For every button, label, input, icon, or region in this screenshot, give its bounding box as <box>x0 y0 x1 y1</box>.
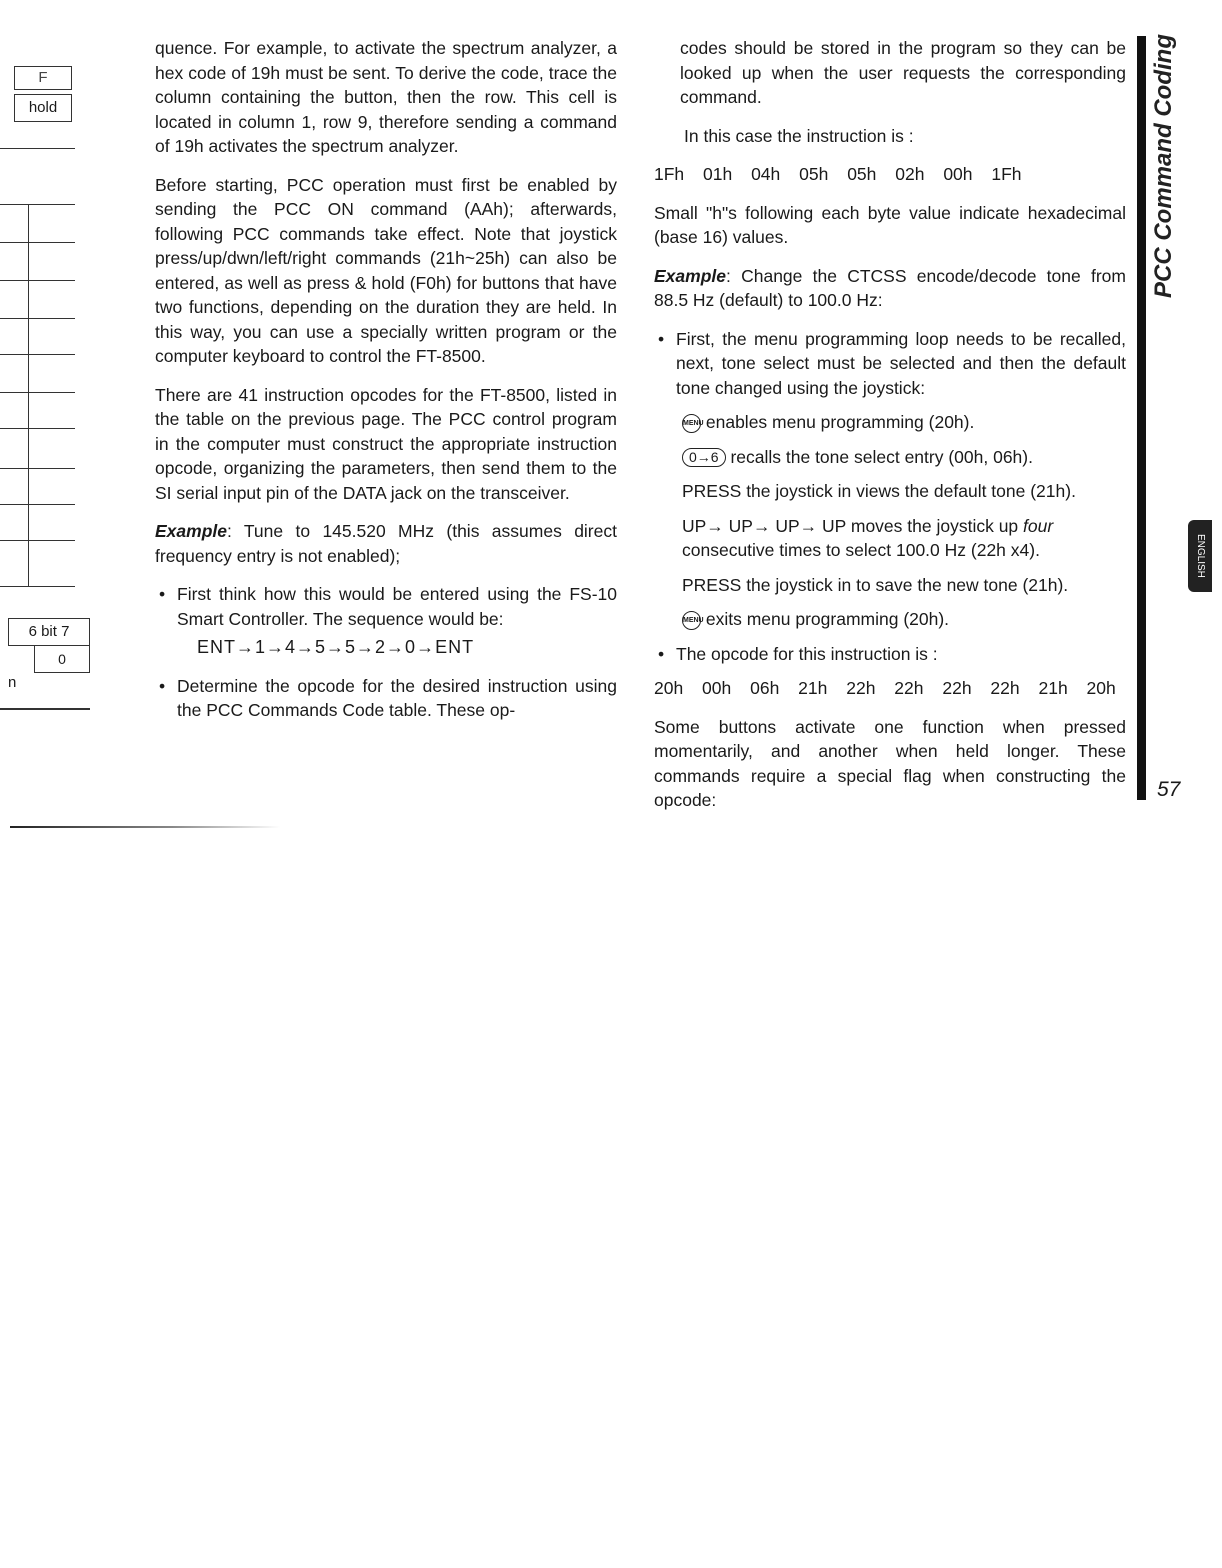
row-line <box>0 204 75 205</box>
row-line <box>0 318 75 319</box>
language-tab: ENGLISH <box>1188 520 1212 592</box>
step <box>682 445 1126 470</box>
zero-cell: 0 <box>34 646 90 673</box>
row-line <box>0 354 75 355</box>
paragraph: Some buttons activate one function when pressed momentarily, and another when held longer. These commands require a special flag when constructing the opcode: <box>654 716 1126 810</box>
row-line <box>0 392 75 393</box>
step-text: consecutive times to select 100.0 Hz (22h x4). <box>682 540 1040 560</box>
list-item-text: First, the menu programming loop needs to be recalled, next, tone select must be selected and then the default tone changed using the joystick: <box>676 328 1126 398</box>
divider <box>10 826 280 828</box>
step <box>682 410 1126 435</box>
paragraph: Before starting, PCC operation must first be enabled by sending the PCC ON command (AAh); afterwards, following PCC commands take effect. Note that joystick press/up/dwn/left/right commands (21h~25h) can also be entered, as well as press & hold (F0h) for buttons that have two functions, depending on the duration they are held. In this way, you can use a specially written program or the computer keyboard to control the FT-8500. <box>155 174 617 366</box>
step <box>682 514 1126 563</box>
step-text: enables menu programming (20h). <box>705 412 975 432</box>
page-number: 57 <box>1157 778 1181 801</box>
row-line <box>0 468 75 469</box>
menu-key-icon: MENU <box>682 414 701 433</box>
steps <box>682 410 1126 632</box>
f-cell: F <box>14 66 72 90</box>
row-line <box>0 504 75 505</box>
list-item <box>654 327 1126 401</box>
opcode-line: 1Fh 01h 04h 05h 05h 02h 00h 1Fh <box>654 164 1022 184</box>
row-line <box>0 148 75 149</box>
section-title: PCC Command Coding <box>1150 34 1177 298</box>
bullet-list <box>654 327 1126 401</box>
row-line <box>0 280 75 281</box>
example-paragraph <box>155 519 617 568</box>
example-text: : Tune to 145.520 MHz (this assumes direct frequency entry is not enabled); <box>155 521 617 566</box>
right-column <box>654 36 1126 827</box>
example-paragraph <box>654 264 1126 313</box>
section-tab-bar <box>1137 36 1146 800</box>
key-sequence: 0→6 <box>682 448 726 467</box>
left-column <box>155 36 617 733</box>
bullet-list <box>155 582 617 723</box>
row-line <box>0 242 75 243</box>
opcode-line: 20h 00h 06h 21h 22h 22h 22h 22h 21h 20h <box>654 678 1116 698</box>
column-line <box>28 204 29 586</box>
paragraph: Small "h"s following each byte value indicate hexadecimal (base 16) values. <box>654 202 1126 247</box>
n-label: n <box>8 674 17 691</box>
row-line <box>0 428 75 429</box>
step: PRESS the joystick in to save the new tone (21h). <box>682 574 1069 595</box>
step-text: exits menu programming (20h). <box>705 609 950 629</box>
list-item: • The opcode for this instruction is : <box>654 642 1126 667</box>
step <box>682 607 1126 632</box>
bit-cell: 6 bit 7 <box>8 618 90 646</box>
step-text: recalls the tone select entry (00h, 06h). <box>730 446 1033 467</box>
paragraph: In this case the instruction is : <box>684 125 914 146</box>
step: PRESS the joystick in views the default tone (21h). <box>682 481 1076 501</box>
paragraph: codes should be stored in the program so they can be looked up when the user requests the corresponding command. <box>680 38 1126 107</box>
previous-page-table-fragment <box>0 58 92 712</box>
row-line <box>0 540 75 541</box>
example-label: Example <box>654 265 726 286</box>
menu-key-icon: MENU <box>682 611 701 630</box>
bullet-list <box>654 642 1126 667</box>
step-emphasis: four <box>1023 515 1054 536</box>
example-label: Example <box>155 521 227 541</box>
key-sequence: ENT→1→4→5→5→2→0→ENT <box>197 637 475 657</box>
list-item: • Determine the opcode for the desired instruction using the PCC Commands Code table. These op- <box>155 674 617 723</box>
paragraph: quence. For example, to activate the spectrum analyzer, a hex code of 19h must be sent. To derive the code, trace the column containing the button, then the row. This cell is located in column 1, row 9, therefore sending a command of 19h activates the spectrum analyzer. <box>155 38 617 156</box>
step-text: UP→ UP→ UP→ UP moves the joystick up <box>682 515 1019 536</box>
row-line <box>0 586 75 587</box>
paragraph: There are 41 instruction opcodes for the FT-8500, listed in the table on the previous page. The PCC control program in the computer must construct the appropriate instruction opcode, organizing the parameters, then send them to the SI serial input pin of the DATA jack on the transceiver. <box>155 384 617 503</box>
hold-cell: hold <box>14 94 72 122</box>
example-text: : Change the CTCSS encode/decode tone from 88.5 Hz (default) to 100.0 Hz: <box>654 265 1126 310</box>
list-item-text: First think how this would be entered using the FS-10 Smart Controller. The sequence would be: <box>177 584 617 629</box>
table-bottom-line <box>0 708 90 710</box>
list-item <box>155 582 617 660</box>
